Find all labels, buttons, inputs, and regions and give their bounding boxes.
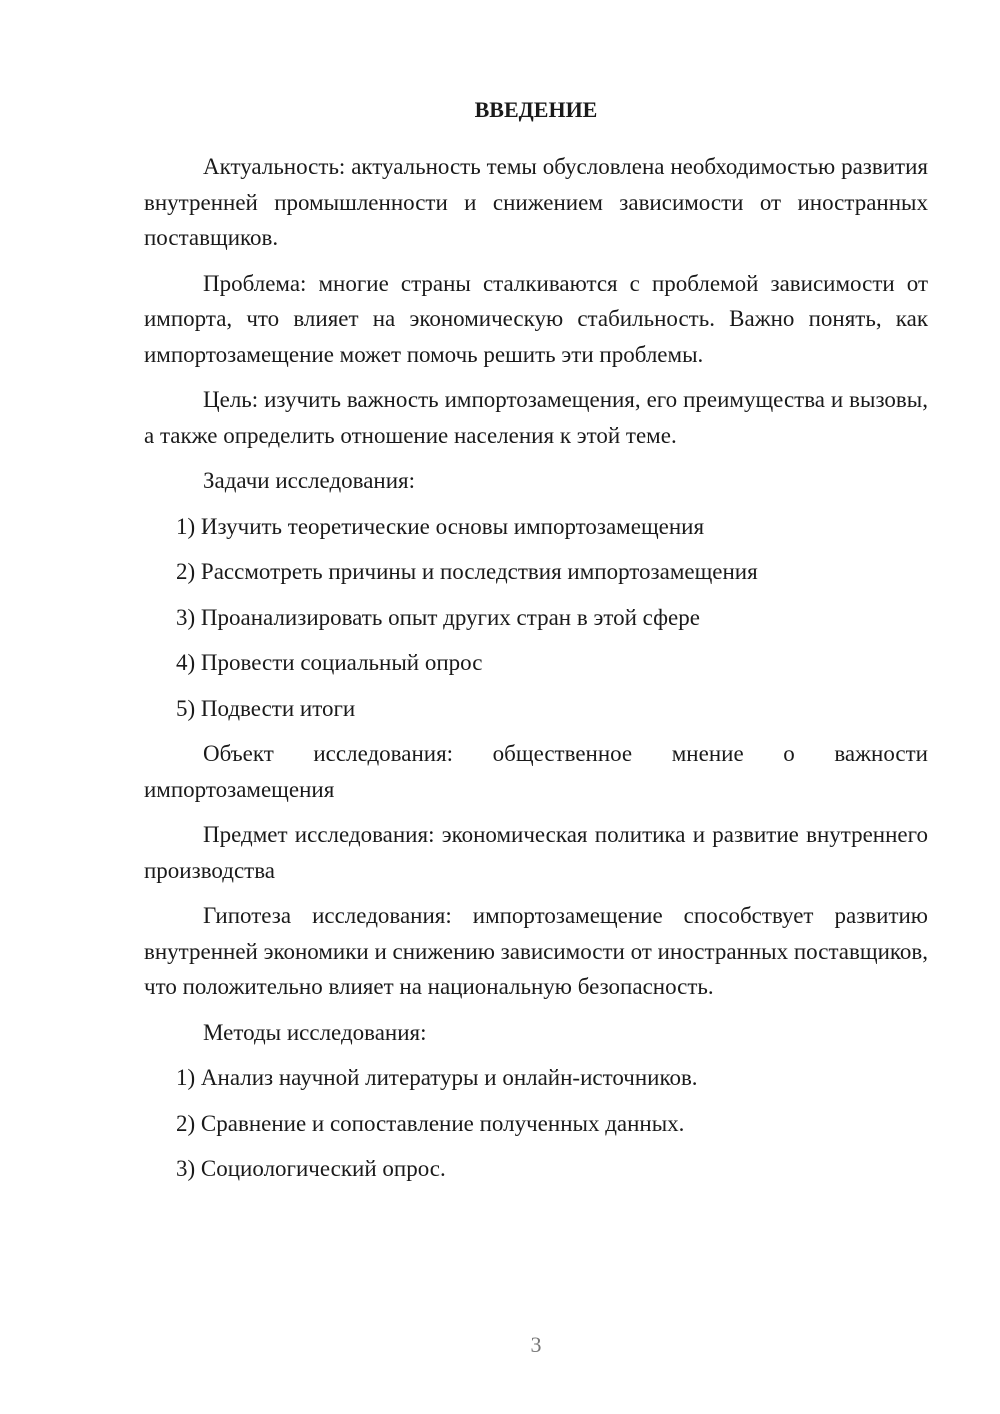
task-item: 4) Провести социальный опрос xyxy=(176,650,483,675)
task-item: 3) Проанализировать опыт других стран в этой сфере xyxy=(176,604,700,630)
problem-paragraph: Проблема: многие страны сталкиваются с проблемой зависимости от импорта, что влияет на экономическую стабильность. Важно понять, как импортозамещение может помочь решить эти проблемы. xyxy=(144,270,928,367)
hypothesis-paragraph: Гипотеза исследования: импортозамещение способствует развитию внутренней экономики и снижению зависимости от иностранных поставщиков, что положительно влияет на национальную безопасность. xyxy=(144,903,928,999)
method-item: 2) Сравнение и сопоставление полученных данных. xyxy=(176,1110,685,1136)
task-item: 5) Подвести итоги xyxy=(176,695,356,721)
method-item: 3) Социологический опрос. xyxy=(176,1156,446,1181)
methods-heading: Методы исследования: xyxy=(203,1019,427,1045)
subject-paragraph: Предмет исследования: экономическая политика и развитие внутреннего производства xyxy=(144,822,928,883)
relevance-paragraph: Актуальность: актуальность темы обусловлена необходимостью развития внутренней промышленности и снижением зависимости от иностранных поставщиков. xyxy=(144,154,928,250)
object-paragraph: Объект исследования: общественное мнение о важности импортозамещения xyxy=(144,741,928,802)
method-item: 1) Анализ научной литературы и онлайн-источников. xyxy=(176,1065,698,1090)
goal-paragraph: Цель: изучить важность импортозамещения, его преимущества и вызовы, а также определить отношение населения к этой теме. xyxy=(144,387,928,448)
page-title: ВВЕДЕНИЕ xyxy=(474,97,598,122)
tasks-heading: Задачи исследования: xyxy=(203,468,416,493)
task-item: 2) Рассмотреть причины и последствия импортозамещения xyxy=(176,559,758,584)
tasks-list xyxy=(144,509,928,727)
page-content xyxy=(144,92,928,1197)
page-number: 3 xyxy=(530,1332,542,1357)
task-item: 1) Изучить теоретические основы импортозамещения xyxy=(176,513,705,539)
methods-list xyxy=(144,1060,928,1187)
